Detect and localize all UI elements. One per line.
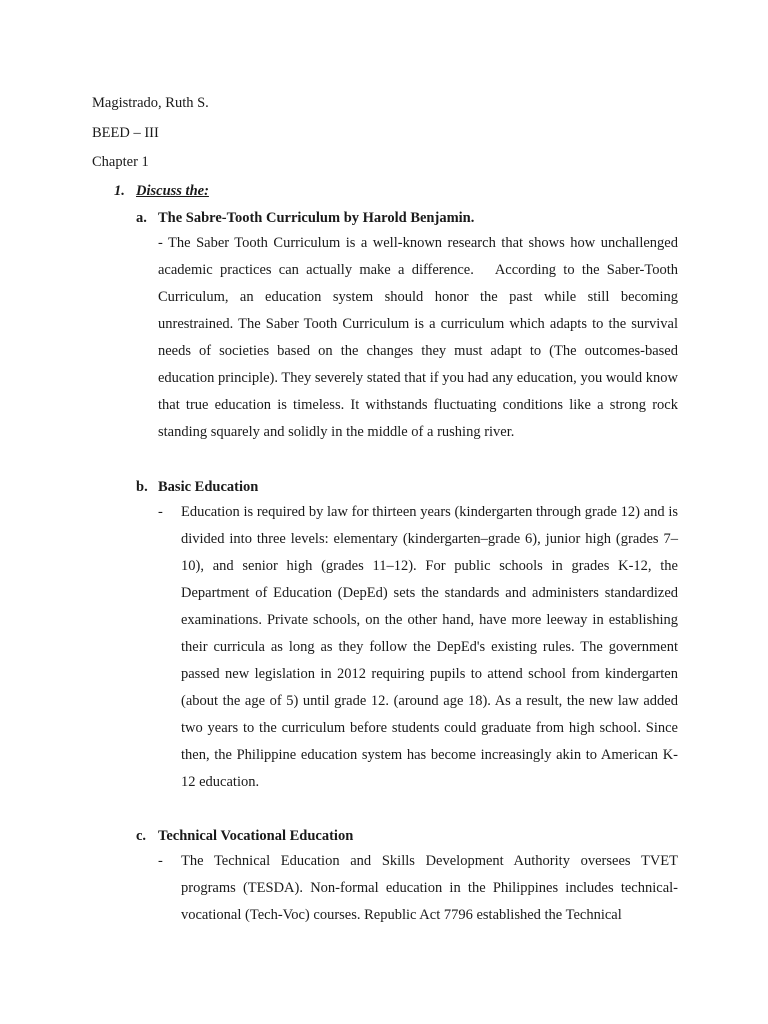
section-b-body: Education is required by law for thirteen years (kindergarten through grade 12) and is divided into three levels: elementary (kindergarten–grade 6), junior high (grades 7–10), and senior high (grades 11–12). For public schools in grades K-12, the Department of Education (DepEd) sets the standards and administers standardized examinations. Private schools, on the other hand, have more leeway in establishing their curricula as long as they follow the DepEd's existing rules. The government passed new legislation in 2012 requiring pupils to attend school from kindergarten (about the age of 5) until grade 12. (around age 18). As a result, the new law added two years to the curriculum before students could graduate from high school. Since then, the Philippine education system has become increasingly akin to American K-12 education. [181, 504, 678, 790]
section-c-body: The Technical Education and Skills Development Authority oversees TVET programs (TESDA). Non-formal education in the Philippines includes technical-vocational (Tech-Voc) courses. Republic Act 7796 established the Technical [181, 853, 678, 923]
question-prompt: Discuss the: [136, 183, 209, 199]
section-b-dash: - [158, 504, 163, 520]
section-a-title: The Sabre-Tooth Curriculum by Harold Benjamin. [158, 210, 475, 226]
section-b-letter: b. [136, 479, 148, 495]
question-number: 1. [114, 183, 125, 199]
section-c-letter: c. [136, 828, 147, 844]
section-a-letter: a. [136, 210, 147, 226]
section-b-title: Basic Education [158, 479, 259, 495]
section-c-title: Technical Vocational Education [158, 828, 354, 844]
student-name: Magistrado, Ruth S. [92, 95, 209, 111]
chapter-heading: Chapter 1 [92, 154, 149, 170]
course-year: BEED – III [92, 125, 159, 141]
section-c-dash: - [158, 853, 163, 869]
section-a-body: - The Saber Tooth Curriculum is a well-known research that shows how unchallenged academic practices can actually make a difference. According to the Saber-Tooth Curriculum, an education system should honor the past while still becoming unrestrained. The Saber Tooth Curriculum is a curriculum which adapts to the survival needs of societies based on the changes they must adapt to (The outcomes-based education principle). They severely stated that if you had any education, you would know that true education is timeless. It withstands fluctuating conditions like a strong rock standing squarely and solidly in the middle of a rushing river. [158, 235, 678, 440]
